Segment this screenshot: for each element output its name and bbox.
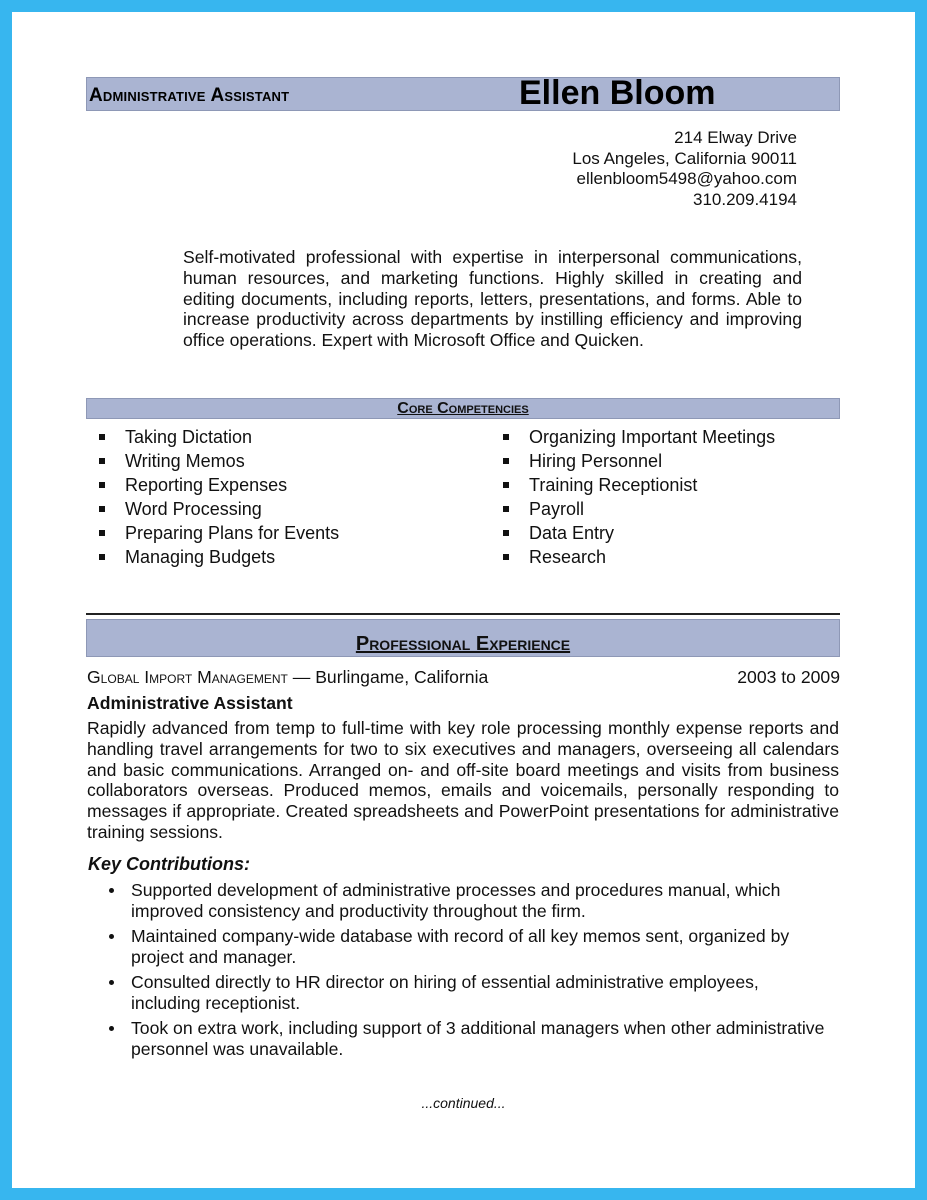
square-bullet-icon (99, 530, 105, 536)
bullet-icon (109, 1026, 114, 1031)
competencies-right-list (501, 425, 775, 569)
list-item: Research (501, 545, 775, 569)
square-bullet-icon (503, 506, 509, 512)
list-item: Organizing Important Meetings (501, 425, 775, 449)
job-header-line (87, 667, 840, 688)
square-bullet-icon (503, 458, 509, 464)
list-item: Word Processing (97, 497, 339, 521)
continued-note: ...continued... (421, 1095, 506, 1111)
square-bullet-icon (503, 434, 509, 440)
list-item: Maintained company-wide database with record of all key memos sent, organized by project and manager. (105, 926, 825, 968)
job-title-heading: Administrative Assistant (89, 85, 290, 106)
list-item: Supported development of administrative processes and procedures manual, which improved consistency and productivity throughout the firm. (105, 880, 825, 922)
section-divider (86, 613, 840, 615)
company-location: — Burlingame, California (292, 667, 489, 687)
job-description: Rapidly advanced from temp to full-time with key role processing monthly expense reports and handling travel arrangements for two to six executives and managers, overseeing all calendars and basic communications. Arranged on- and off-site board meetings and visits from business collaborators overseas. Produced memos, emails and voicemails, personally responding to messages if appropriate. Created spreadsheets and PowerPoint presentations for administrative training sessions. (87, 718, 839, 842)
list-item: Hiring Personnel (501, 449, 775, 473)
core-competencies-heading: Core Competencies (86, 398, 840, 419)
list-item: Writing Memos (97, 449, 339, 473)
bullet-icon (109, 934, 114, 939)
list-item: Reporting Expenses (97, 473, 339, 497)
list-item: Data Entry (501, 521, 775, 545)
square-bullet-icon (503, 530, 509, 536)
key-contributions-heading: Key Contributions: (88, 854, 250, 874)
company-name: Global Import Management (87, 667, 288, 687)
header-bar (86, 74, 840, 112)
square-bullet-icon (99, 434, 105, 440)
list-item: Preparing Plans for Events (97, 521, 339, 545)
summary-paragraph: Self-motivated professional with expertise in interpersonal communications, human resources, and marketing functions. Highly skilled in creating and editing documents, including reports, letters, presentations, and forms. Able to increase productivity across departments by instilling efficiency and improving office operations. Expert with Microsoft Office and Quicken. (183, 247, 802, 351)
bullet-icon (109, 888, 114, 893)
square-bullet-icon (99, 482, 105, 488)
contact-street: 214 Elway Drive (674, 128, 797, 147)
list-item: Managing Budgets (97, 545, 339, 569)
list-item: Taking Dictation (97, 425, 339, 449)
list-item: Took on extra work, including support of 3 additional managers when other administrative personnel was unavailable. (105, 1018, 825, 1060)
list-item: Payroll (501, 497, 775, 521)
candidate-name: Ellen Bloom (519, 74, 716, 112)
key-contributions-list (105, 880, 825, 1064)
contact-city: Los Angeles, California 90011 (572, 148, 797, 168)
square-bullet-icon (503, 554, 509, 560)
bullet-icon (109, 980, 114, 985)
competencies-left-list (97, 425, 339, 569)
contact-phone: 310.209.4194 (693, 189, 797, 209)
list-item: Training Receptionist (501, 473, 775, 497)
job-position-title: Administrative Assistant (87, 693, 293, 713)
professional-experience-heading: Professional Experience (86, 619, 840, 657)
square-bullet-icon (99, 554, 105, 560)
job-dates: 2003 to 2009 (737, 667, 840, 687)
square-bullet-icon (99, 458, 105, 464)
square-bullet-icon (503, 482, 509, 488)
contact-block (572, 128, 797, 210)
square-bullet-icon (99, 506, 105, 512)
contact-email[interactable]: ellenbloom5498@yahoo.com (576, 169, 797, 188)
list-item: Consulted directly to HR director on hiring of essential administrative employees, including receptionist. (105, 972, 825, 1014)
